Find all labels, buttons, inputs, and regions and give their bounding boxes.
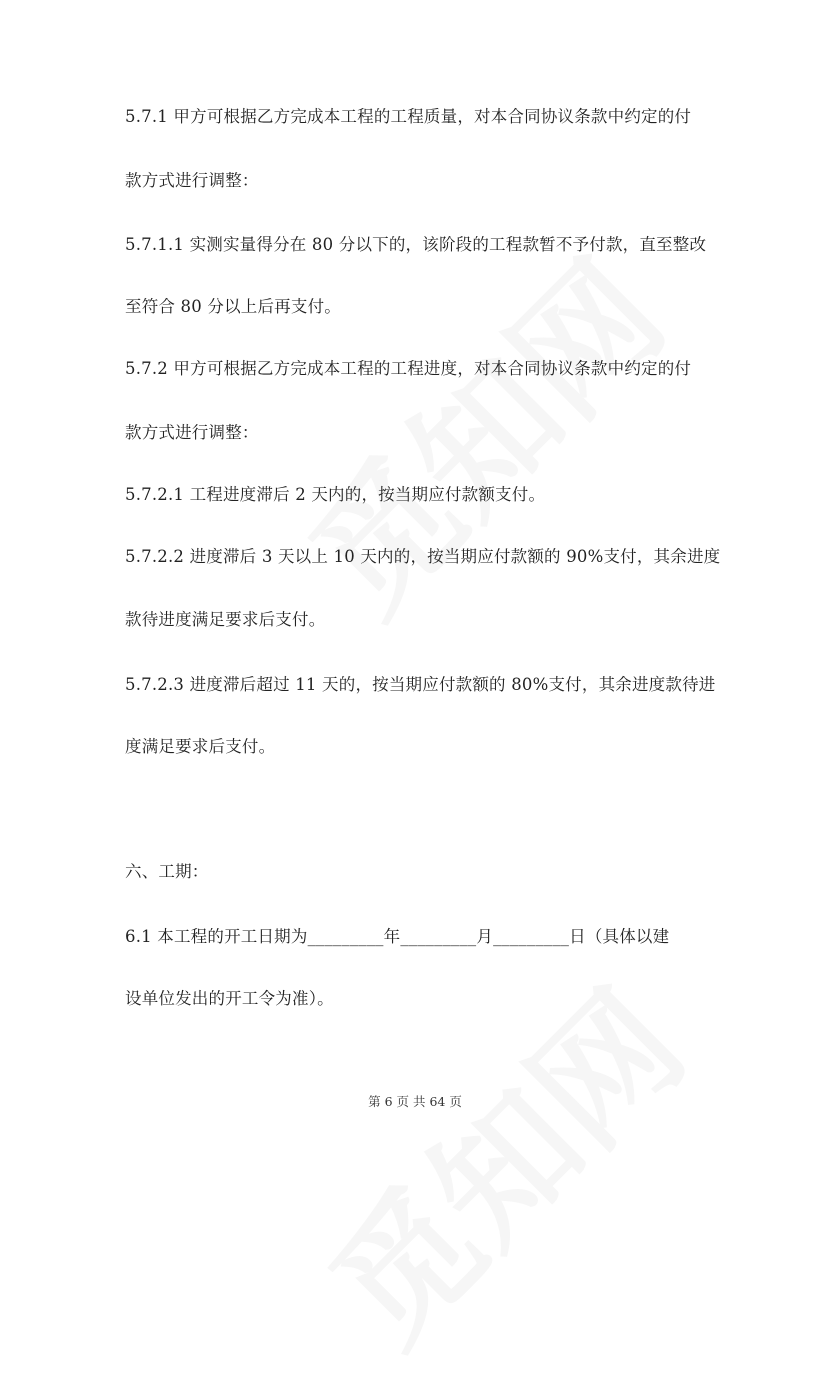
paragraph-5-7-2-3-line-2: 度满足要求后支付。 — [125, 737, 276, 756]
paragraph-5-7-2-2-line-1: 5.7.2.2 进度滞后 3 天以上 10 天内的，按当期应付款额的 90%支付，其余进度 — [125, 547, 721, 566]
paragraph-5-7-2-line-2: 款方式进行调整： — [125, 423, 259, 442]
paragraph-6-1-line-2: 设单位发出的开工令为准）。 — [125, 989, 334, 1008]
paragraph-5-7-2-line-1: 5.7.2 甲方可根据乙方完成本工程的工程进度，对本合同协议条款中约定的付 — [125, 359, 692, 378]
watermark-lower — [280, 941, 719, 1380]
paragraph-5-7-2-1: 5.7.2.1 工程进度滞后 2 天内的，按当期应付款额支付。 — [125, 485, 546, 504]
paragraph-5-7-1-1-line-2: 至符合 80 分以上后再支付。 — [125, 297, 341, 316]
paragraph-5-7-2-3-line-1: 5.7.2.3 进度滞后超过 11 天的，按当期应付款额的 80%支付，其余进度款待进 — [125, 675, 716, 694]
watermark — [260, 211, 699, 650]
page-number-footer: 第 6 页 共 64 页 — [368, 1094, 462, 1109]
paragraph-6-1-line-1: 6.1 本工程的开工日期为_________年_________月_________日（具体以建 — [125, 927, 670, 946]
paragraph-5-7-2-2-line-2: 款待进度满足要求后支付。 — [125, 610, 326, 629]
paragraph-5-7-1-1-line-1: 5.7.1.1 实测实量得分在 80 分以下的，该阶段的工程款暂不予付款，直至整改 — [125, 235, 707, 254]
section-heading-schedule: 六、工期： — [125, 862, 209, 881]
paragraph-5-7-1-line-1: 5.7.1 甲方可根据乙方完成本工程的工程质量，对本合同协议条款中约定的付 — [125, 107, 692, 126]
paragraph-5-7-1-line-2: 款方式进行调整： — [125, 171, 259, 190]
